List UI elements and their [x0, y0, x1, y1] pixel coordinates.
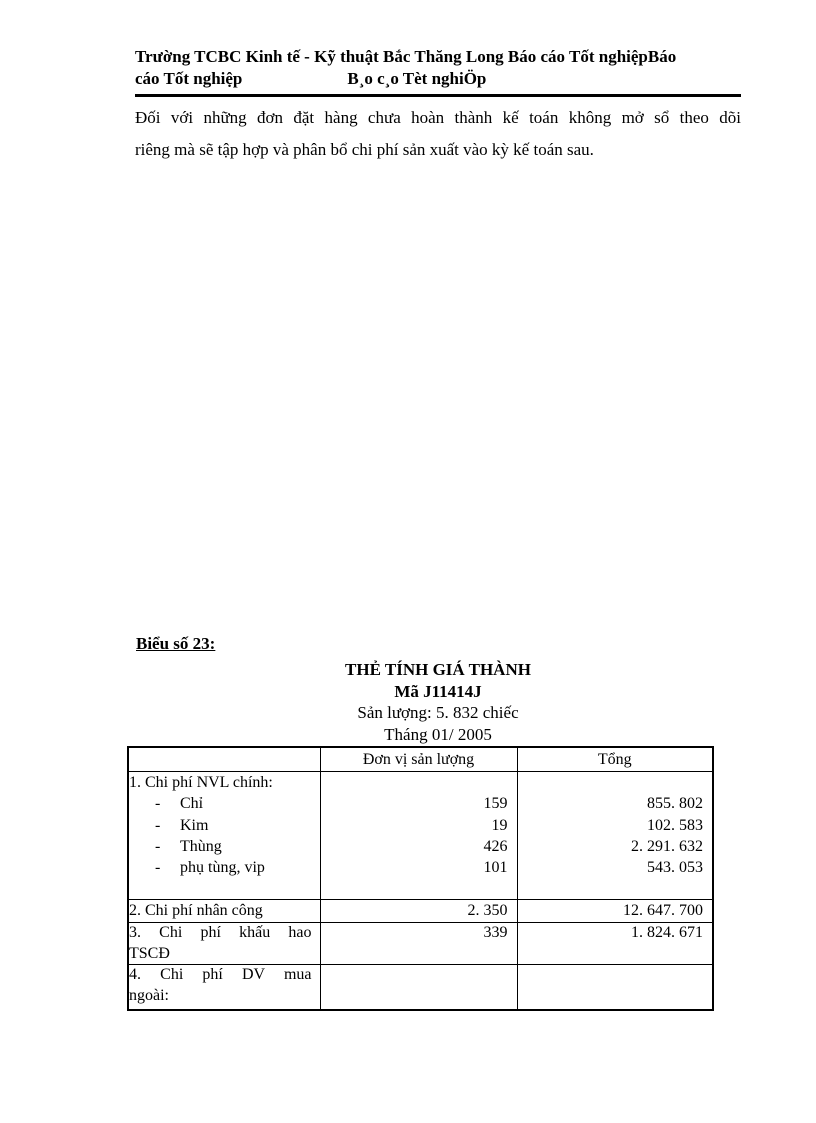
- col-header-total: Tổng: [517, 747, 713, 772]
- table-code: Mã J11414J: [394, 681, 482, 701]
- row4-unit-qty: [321, 965, 517, 986]
- row4-total-cell: [517, 965, 713, 1010]
- col-header-empty: [128, 747, 320, 772]
- row1-label: 1. Chi phí NVL chính:: [129, 774, 273, 791]
- header-line1: Trường TCBC Kinh tế - Kỹ thuật Bắc Thăng Long Báo cáo Tốt nghiệpBáo: [135, 47, 677, 66]
- row1-item: [129, 815, 320, 836]
- row1-item-name: phụ tùng, vip: [180, 859, 265, 877]
- row1-item: [129, 793, 320, 814]
- row3-unit-qty-cell: [320, 923, 517, 965]
- row4-unit-qty-cell: [320, 965, 517, 1010]
- table-title: THẺ TÍNH GIÁ THÀNH: [345, 660, 531, 679]
- row3-total-cell: [517, 923, 713, 965]
- row1-item-unit-qty: 159: [483, 795, 508, 813]
- row3-label-line1: 3. Chi phí khấu hao: [129, 924, 312, 941]
- table-row-khau-hao: [128, 923, 713, 965]
- row1-item-total: 855. 802: [647, 795, 703, 813]
- row1-item-name: Thùng: [180, 837, 222, 855]
- row1-unit-qty-cell: [320, 772, 517, 900]
- row2-total: 12. 647. 700: [623, 902, 703, 919]
- table-title-block: [135, 659, 741, 745]
- row2-unit-qty-cell: [320, 900, 517, 923]
- section-label: Biểu số 23:: [136, 634, 216, 653]
- row3-total: 1. 824. 671: [631, 924, 703, 941]
- row2-unit-qty: 2. 350: [467, 902, 508, 919]
- dash-bullet: -: [155, 816, 161, 834]
- row2-label-cell: [128, 900, 320, 923]
- row1-item-total: 2. 291. 632: [631, 837, 703, 855]
- row4-label-cell: [128, 965, 320, 1010]
- dash-bullet: -: [155, 837, 161, 855]
- row3-label-cell: [128, 923, 320, 965]
- row1-item-name: Chỉ: [180, 795, 204, 813]
- row3-label-line2: TSCĐ: [129, 944, 170, 962]
- row1-total-cell: [517, 772, 713, 900]
- table-row-dv-mua-ngoai: [128, 965, 713, 1010]
- row1-label-cell: [128, 772, 320, 900]
- header-line2-right: B¸o c¸o Tèt nghiÖp: [347, 69, 487, 88]
- row2-label: 2. Chi phí nhân công: [129, 902, 263, 919]
- row1-item: [129, 836, 320, 857]
- row1-item-name: Kim: [180, 816, 209, 834]
- row4-total: [518, 965, 713, 986]
- table-quantity: Sản lượng: 5. 832 chiếc: [357, 703, 519, 722]
- table-row-nhan-cong: [128, 900, 713, 923]
- row2-total-cell: [517, 900, 713, 923]
- table-header-row: [128, 747, 713, 772]
- cost-table: [127, 746, 714, 1011]
- row1-item-total: 102. 583: [647, 816, 703, 834]
- row1-item: [129, 857, 320, 878]
- body-paragraph: [135, 102, 741, 166]
- paragraph-line2: riêng mà sẽ tập hợp và phân bổ chi phí sản xuất vào kỳ kế toán sau.: [135, 140, 594, 159]
- row4-label-line1: 4. Chi phí DV mua: [129, 966, 312, 983]
- dash-bullet: -: [155, 795, 161, 813]
- row1-item-unit-qty: 101: [483, 859, 508, 877]
- row1-item-unit-qty: 19: [491, 816, 508, 834]
- dash-bullet: -: [155, 859, 161, 877]
- row3-unit-qty: 339: [483, 924, 508, 941]
- row1-item-total: 543. 053: [647, 859, 703, 877]
- page-header: [135, 46, 741, 97]
- row4-label-line2: ngoài:: [129, 986, 169, 1004]
- paragraph-line1: Đối với những đơn đặt hàng chưa hoàn thành kế toán không mở sổ theo dõi: [135, 108, 741, 127]
- col-header-unit-qty: Đơn vị sản lượng: [320, 747, 517, 772]
- header-line2: [135, 68, 741, 90]
- table-period: Tháng 01/ 2005: [384, 724, 492, 744]
- table-row-nvl: [128, 772, 713, 900]
- row1-item-unit-qty: 426: [483, 837, 508, 855]
- header-line2-left: cáo Tốt nghiệp: [135, 69, 243, 88]
